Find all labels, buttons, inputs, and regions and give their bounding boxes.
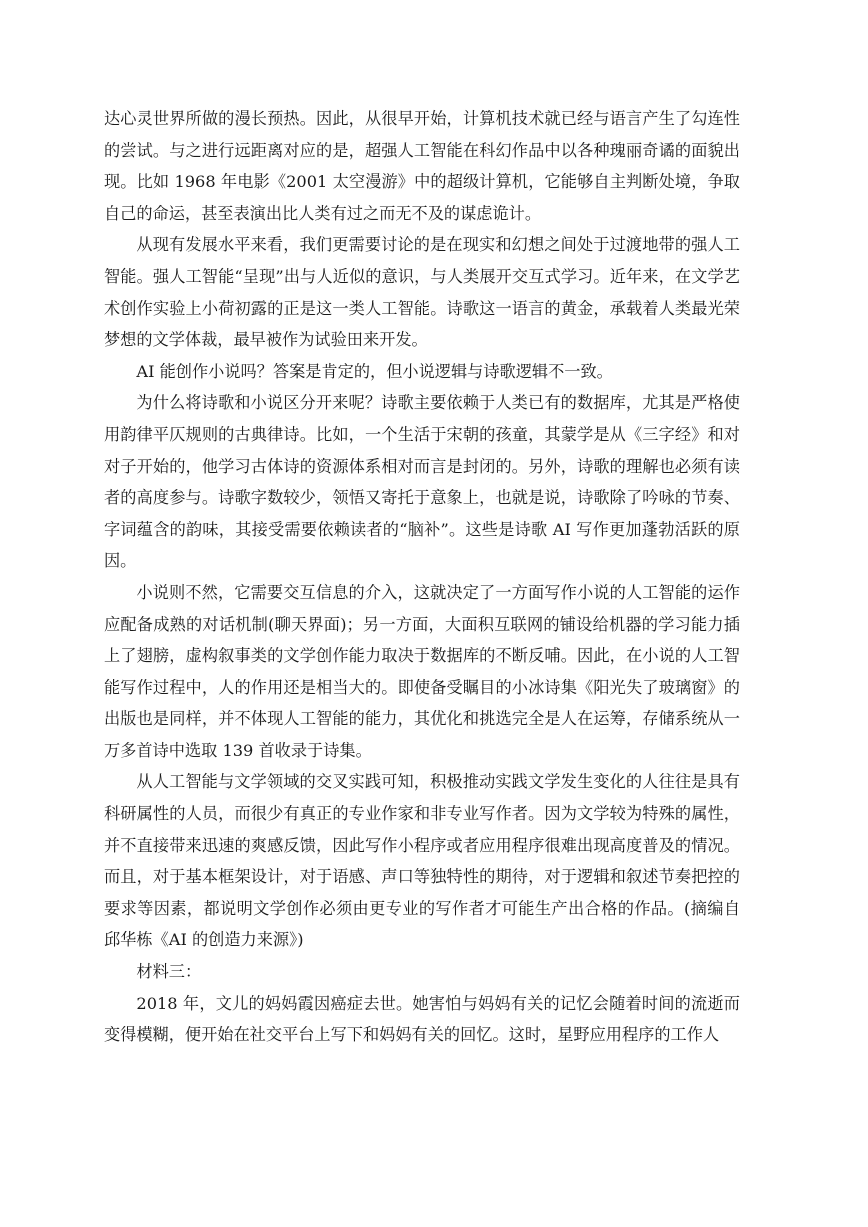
paragraph-5: 小说则不然，它需要交互信息的介入，这就决定了一方面写作小说的人工智能的运作应配备成熟的对话机制(聊天界面)；另一方面，大面积互联网的铺设给机器的学习能力插上了翅膀，虚构叙事类的文学创作能力取决于数据库的不断反哺。因此，在小说的人工智能写作过程中，人的作用还是相当大的。即使备受瞩目的小冰诗集《阳光失了玻璃窗》的出版也是同样，并不体现人工智能的能力，其优化和挑选完全是人在运筹，存储系统从一万多首诗中选取 139 首收录于诗集。 <box>104 582 740 760</box>
paragraph-8: 2018 年，文儿的妈妈霞因癌症去世。她害怕与妈妈有关的记忆会随着时间的流逝而变得模糊，便开始在社交平台上写下和妈妈有关的回忆。这时，星野应用程序的工作人 <box>104 993 740 1045</box>
paragraph-2: 从现有发展水平来看，我们更需要讨论的是在现实和幻想之间处于过渡地带的强人工智能。强人工智能“呈现”出与人近似的意识，与人类展开交互式学习。近年来，在文学艺术创作实验上小荷初露的正是这一类人工智能。诗歌这一语言的黄金，承载着人类最光荣梦想的文学体裁，最早被作为试验田来开发。 <box>104 235 740 350</box>
paragraph-6: 从人工智能与文学领域的交叉实践可知，积极推动实践文学发生变化的人往往是具有科研属性的人员，而很少有真正的专业作家和非专业写作者。因为文学较为特殊的属性，并不直接带来迅速的爽感反馈，因此写作小程序或者应用程序很难出现高度普及的情况。而且，对于基本框架设计，对于语感、声口等独特性的期待，对于逻辑和叙述节奏把控的要求等因素，都说明文学创作必须由更专业的写作者才可能生产出合格的作品。(摘编自邱华栋《AI 的创造力来源》) <box>104 772 740 950</box>
section-heading-material-three: 材料三： <box>136 962 202 982</box>
paragraph-3: AI 能创作小说吗？答案是肯定的，但小说逻辑与诗歌逻辑不一致。 <box>136 361 613 381</box>
paragraph-4: 为什么将诗歌和小说区分开来呢？诗歌主要依赖于人类已有的数据库，尤其是严格使用韵律平仄规则的古典律诗。比如，一个生活于宋朝的孩童，其蒙学是从《三字经》和对对子开始的，他学习古体诗的资源体系相对而言是封闭的。另外，诗歌的理解也必须有读者的高度参与。诗歌字数较少，领悟又寄托于意象上，也就是说，诗歌除了吟咏的节奏、字词蕴含的韵味，其接受需要依赖读者的“脑补”。这些是诗歌 AI 写作更加蓬勃活跃的原因。 <box>104 393 740 571</box>
article-body <box>104 103 740 1051</box>
paragraph-1: 达心灵世界所做的漫长预热。因此，从很早开始，计算机技术就已经与语言产生了勾连性的尝试。与之进行远距离对应的是，超强人工智能在科幻作品中以各种瑰丽奇谲的面貌出现。比如 1968 年电影《2001 太空漫游》中的超级计算机，它能够自主判断处境，争取自己的命运，甚至表演出比人类有过之而无不及的谋虑诡计。 <box>104 109 740 223</box>
